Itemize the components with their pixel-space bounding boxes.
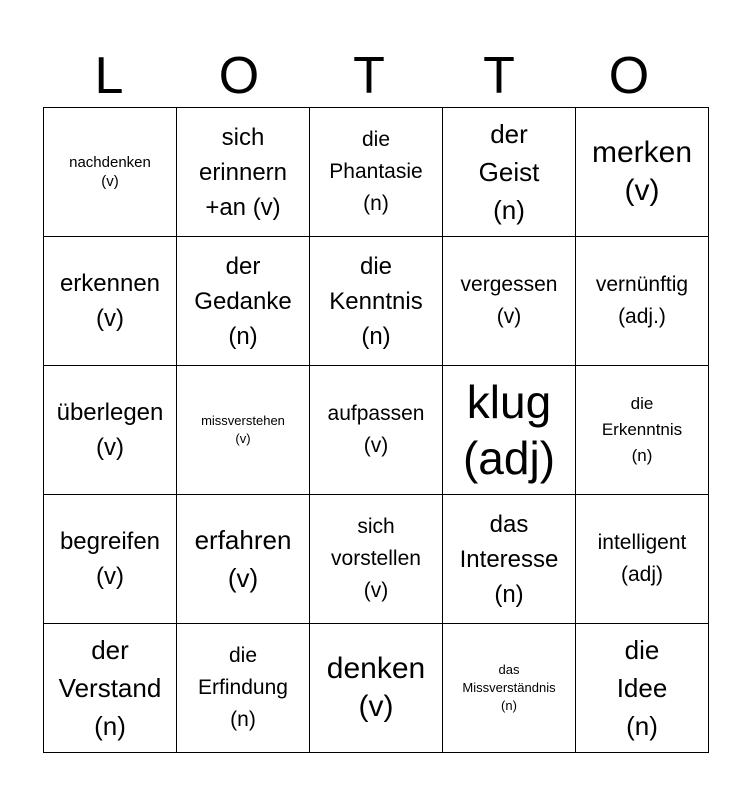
cell-text: vergessen (v) — [460, 273, 558, 328]
cell-text: klug (adj) — [462, 376, 556, 484]
board-cell — [443, 624, 576, 753]
cell-text: erkennen (v) — [59, 270, 161, 332]
board-cell — [310, 624, 443, 753]
board-cell — [443, 366, 576, 495]
board-row-1 — [44, 108, 709, 237]
header-letter-1: L — [94, 47, 124, 105]
cell-text: der Geist (n) — [478, 119, 540, 225]
cell-text: der Verstand (n) — [58, 635, 162, 741]
board-cell — [177, 624, 310, 753]
cell-text: der Gedanke (n) — [194, 252, 292, 350]
board-cell — [310, 495, 443, 624]
board-cell — [44, 624, 177, 753]
cell-text: die Idee (n) — [616, 635, 668, 741]
board-cell — [576, 108, 709, 237]
cell-text: die Erfindung (n) — [198, 644, 288, 731]
cell-text: aufpassen (v) — [327, 402, 425, 457]
board-cell — [44, 366, 177, 495]
header-letter-3: T — [353, 47, 385, 105]
board-cell — [443, 108, 576, 237]
cell-text: sich vorstellen (v) — [331, 515, 421, 602]
cell-text: missverstehen (v) — [201, 413, 285, 446]
board-cell — [44, 495, 177, 624]
board-cell — [576, 237, 709, 366]
board-cell — [310, 237, 443, 366]
board-cell — [177, 366, 310, 495]
cell-text: das Missverständnis (n) — [462, 662, 556, 713]
cell-text: intelligent (adj) — [597, 531, 687, 586]
board-cell — [44, 108, 177, 237]
cell-text: überlegen (v) — [56, 399, 164, 461]
board-cell — [443, 495, 576, 624]
cell-text: nachdenken (v) — [69, 154, 151, 190]
board-row-5 — [44, 624, 709, 753]
cell-text: das Interesse (n) — [459, 510, 559, 608]
cell-text: begreifen (v) — [59, 528, 161, 590]
board-cell — [576, 624, 709, 753]
cell-text: denken (v) — [326, 652, 426, 723]
bingo-board — [43, 107, 709, 753]
board-row-4 — [44, 495, 709, 624]
cell-text: erfahren (v) — [194, 525, 292, 593]
board-cell — [576, 495, 709, 624]
board-cell — [44, 237, 177, 366]
cell-text: die Kenntnis (n) — [329, 252, 423, 350]
header-letter-2: O — [218, 47, 260, 105]
cell-text: die Phantasie (n) — [329, 128, 423, 215]
header-letter-5: O — [608, 47, 650, 105]
board-cell — [310, 366, 443, 495]
board-cell — [177, 237, 310, 366]
cell-text: die Erkenntnis (n) — [601, 394, 683, 465]
cell-text: sich erinnern +an (v) — [198, 123, 288, 221]
cell-text: vernünftig (adj.) — [595, 273, 689, 328]
header-letter-4: T — [483, 47, 515, 105]
cell-text: merken (v) — [591, 136, 693, 207]
bingo-header — [44, 44, 694, 108]
board-cell — [443, 237, 576, 366]
board-cell — [177, 495, 310, 624]
board-cell — [177, 108, 310, 237]
board-row-3 — [44, 366, 709, 495]
board-cell — [576, 366, 709, 495]
board-row-2 — [44, 237, 709, 366]
board-cell — [310, 108, 443, 237]
